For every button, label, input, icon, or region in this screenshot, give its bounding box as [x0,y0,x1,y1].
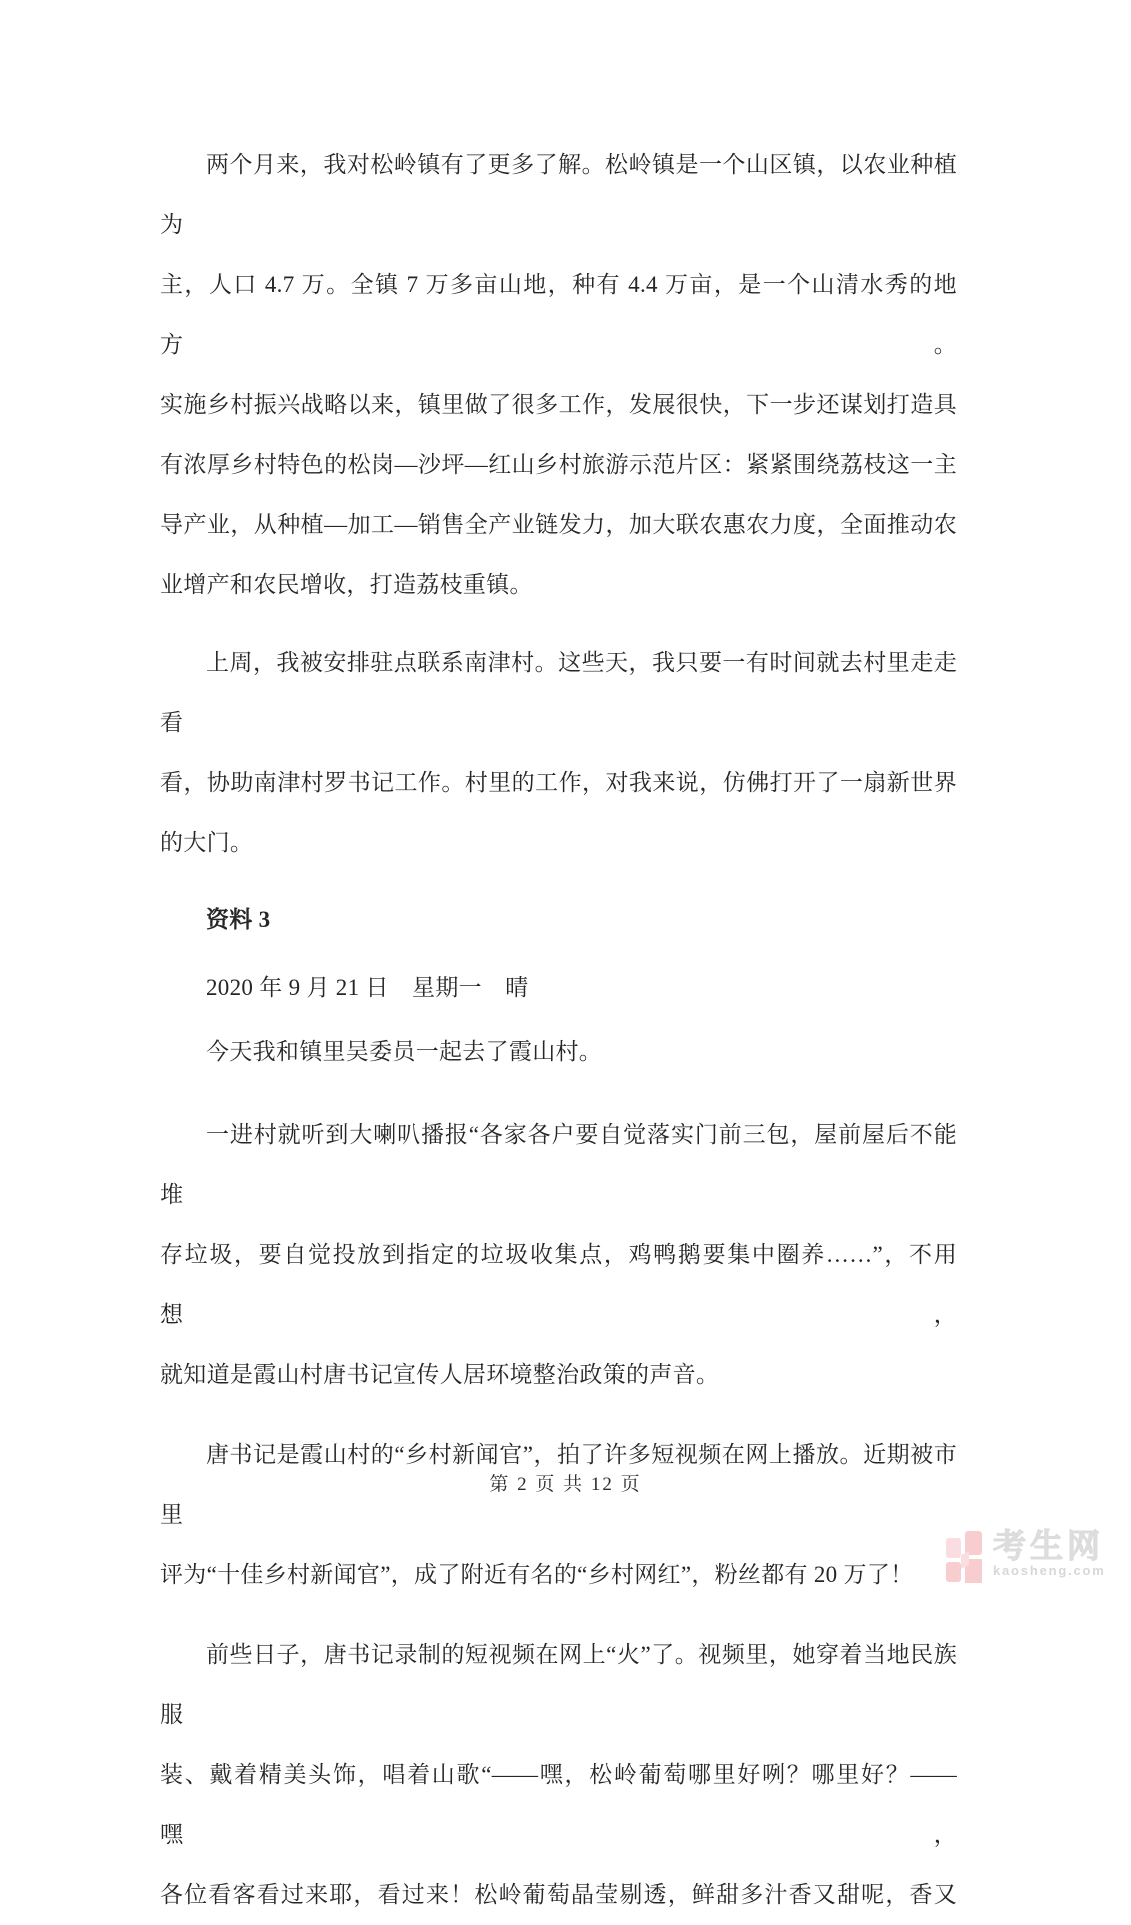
paragraph-visit-xiashan [160,1022,957,1082]
text-line: 实施乡村振兴战略以来，镇里做了很多工作，发展很快，下一步还谋划打造具 [160,392,957,417]
text-line: 的大门。 [160,830,254,855]
text-line: 导产业，从种植—加工—销售全产业链发力，加大联农惠农力度，全面推动农 [160,512,957,537]
text-line: 一进村就听到大喇叭播报“各家各户要自觉落实门前三包，屋前屋后不能堆 [160,1122,957,1207]
text-line: 唐书记是霞山村的“乡村新闻官”，拍了许多短视频在网上播放。近期被市里 [160,1442,957,1527]
text-line: 看，协助南津村罗书记工作。村里的工作，对我来说，仿佛打开了一扇新世界 [160,770,957,795]
watermark-brand-text: 考生网 [993,1527,1104,1564]
watermark-text-block [993,1528,1106,1578]
page-footer [0,1472,1131,1498]
paragraph-news-officer [160,1425,957,1605]
kaosheng-watermark [946,1528,1106,1585]
text-line: 今天我和镇里吴委员一起去了霞山村。 [206,1039,603,1064]
text-line: 两个月来，我对松岭镇有了更多了解。松岭镇是一个山区镇，以农业种植为 [160,152,957,237]
text-line: 评为“十佳乡村新闻官”，成了附近有名的“乡村网红”，粉丝都有 20 万了！ [160,1562,914,1587]
paragraph-nanjin-village [160,633,957,873]
text-line: 上周，我被安排驻点联系南津村。这些天，我只要一有时间就去村里走走看 [160,650,957,735]
heading-material-3 [160,890,957,950]
text-line: 各位看客看过来耶，看过来！松岭葡萄晶莹剔透，鲜甜多汁香又甜呢，香又 [160,1882,957,1907]
diary-date-line [160,958,957,1018]
text-line: 前些日子，唐书记录制的短视频在网上“火”了。视频里，她穿着当地民族服 [160,1642,957,1727]
text-line: 主，人口 4.7 万。全镇 7 万多亩山地，种有 4.4 万亩，是一个山清水秀的地方。 [160,272,957,357]
text-line: 就知道是霞山村唐书记宣传人居环境整治政策的声音。 [160,1362,720,1387]
text-line: 存垃圾，要自觉投放到指定的垃圾收集点，鸡鸭鹅要集中圈养……”，不用想， [160,1242,957,1327]
kaosheng-logo-icon [946,1531,984,1585]
diary-date: 2020 年 9 月 21 日 星期一 晴 [206,975,529,1000]
watermark-domain-text: kaosheng.com [993,1563,1106,1578]
paragraph-loudspeaker [160,1105,957,1405]
page-number: 第 2 页 共 12 页 [489,1474,642,1495]
text-line: 业增产和农民增收，打造荔枝重镇。 [160,572,533,597]
text-line: 有浓厚乡村特色的松岗—沙坪—红山乡村旅游示范片区：紧紧围绕荔枝这一主 [160,452,957,477]
paragraph-town-overview [160,135,957,615]
section-heading: 资料 3 [206,907,271,932]
paragraph-short-video [160,1625,957,1925]
text-line: 装、戴着精美头饰，唱着山歌“——嘿，松岭葡萄哪里好咧？哪里好？——嘿， [160,1762,957,1847]
